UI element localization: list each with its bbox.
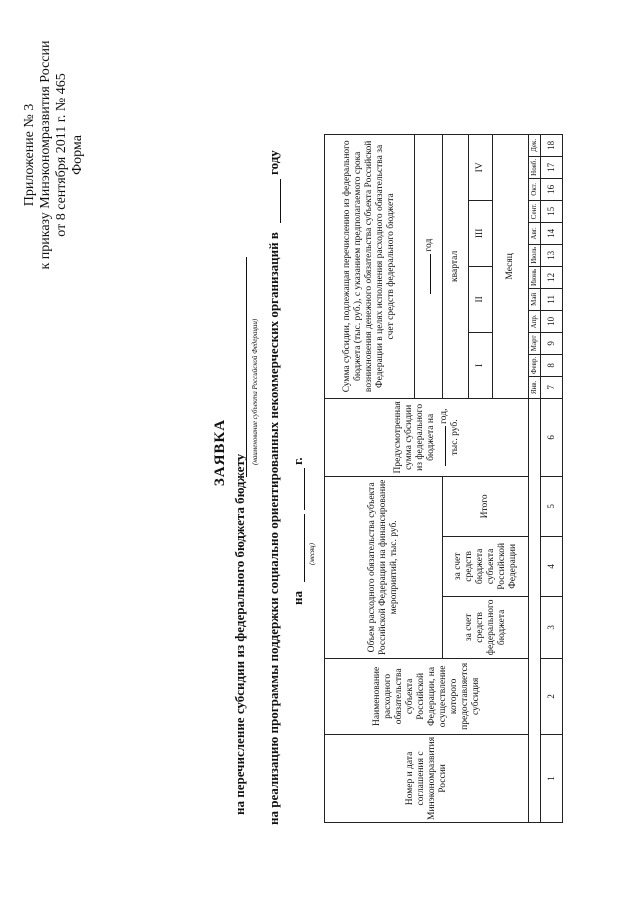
column-number: 8 <box>541 354 563 376</box>
request-line-2: на реализацию программы поддержки социально ориентированных некоммерческих организаций в <box>266 232 281 825</box>
header-planned <box>325 398 529 476</box>
subject-name-caption: (наименование субъекта Российской Федерации) <box>251 318 259 465</box>
header-total: Итого <box>443 476 529 536</box>
month-row-spacer <box>529 398 541 822</box>
header-sum: Сумма субсидии, подлежащая перечислению из федерального бюджета (тыс. руб.), с указанием предполагаемого срока возникновения денежного обязательства субъекта Российской Федерации в целях исполнения расходного обязательства за счет средств федерального бюджета <box>325 134 415 398</box>
column-number: 16 <box>541 178 563 200</box>
header-quarter: квартал <box>443 134 469 398</box>
header-year-cell <box>415 134 443 398</box>
column-number: 4 <box>541 536 563 596</box>
month-label: Авг. <box>529 222 541 244</box>
header-regional: за счет средств бюджета субъекта Российской Федерации <box>443 536 529 596</box>
column-number: 10 <box>541 310 563 332</box>
month-year-blank <box>304 468 305 510</box>
request-line-1: на перечисление субсидии из федерального бюджета бюджету <box>232 453 247 815</box>
column-number: 12 <box>541 266 563 288</box>
column-number: 6 <box>541 398 563 476</box>
month-label: Дек. <box>529 134 541 156</box>
header-obligation: Наименование расходного обязательства субъекта Российской Федерации, на осуществление которого предоставляется субсидия <box>325 658 529 734</box>
month-label: Май <box>529 288 541 310</box>
month-blank <box>304 514 305 582</box>
header-year: год <box>424 238 434 252</box>
request-line-3: на <box>290 591 305 605</box>
document-title: ЗАЯВКА <box>212 418 228 487</box>
header-month: Месяц <box>493 134 529 398</box>
quarter-3: III <box>469 200 493 266</box>
appendix-form: Форма <box>70 135 85 175</box>
appendix-block <box>22 25 86 285</box>
month-label: Март <box>529 332 541 354</box>
year-blank <box>280 179 281 223</box>
appendix-order: к приказу Минэкономразвития России <box>38 40 53 270</box>
header-planned-unit: год, тыс. руб. <box>438 408 460 456</box>
column-number: 14 <box>541 222 563 244</box>
month-label: Сент. <box>529 200 541 222</box>
column-number: 1 <box>541 734 563 822</box>
header-federal: за счет средств федерального бюджета <box>443 596 529 658</box>
month-label: Нояб. <box>529 156 541 178</box>
column-number: 15 <box>541 200 563 222</box>
subject-name-blank <box>246 257 247 477</box>
month-label: Окт. <box>529 178 541 200</box>
quarter-4: IV <box>469 134 493 200</box>
column-number: 9 <box>541 332 563 354</box>
subsidy-table <box>324 134 563 823</box>
month-label: Февр. <box>529 354 541 376</box>
quarter-2: II <box>469 266 493 332</box>
column-number: 3 <box>541 596 563 658</box>
column-number: 5 <box>541 476 563 536</box>
month-label: Апр. <box>529 310 541 332</box>
header-volume: Объем расходного обязательства субъекта Российской Федерации на финансирование мероприятий, тыс. руб. <box>325 476 443 658</box>
column-number: 11 <box>541 288 563 310</box>
column-number: 18 <box>541 134 563 156</box>
month-label: Июль <box>529 244 541 266</box>
month-caption: (месяц) <box>308 542 316 565</box>
column-number: 13 <box>541 244 563 266</box>
column-number: 2 <box>541 658 563 734</box>
quarter-1: I <box>469 332 493 398</box>
column-number: 7 <box>541 376 563 398</box>
column-number: 17 <box>541 156 563 178</box>
header-planned-text: Предусмотренная сумма субсидии из федерального бюджета на <box>392 401 436 474</box>
appendix-number: Приложение № 3 <box>22 103 37 207</box>
sum-year-blank <box>422 254 431 294</box>
month-label: Июнь <box>529 266 541 288</box>
appendix-date: от 8 сентября 2011 г. № 465 <box>54 73 69 237</box>
header-agreement: Номер и дата соглашения с Минэкономразвития России <box>325 734 529 822</box>
request-line-3-year-suffix: г. <box>290 457 305 465</box>
planned-year-blank <box>437 426 446 466</box>
subsidy-table-wrap <box>324 134 563 823</box>
request-line-2-year: году <box>266 150 281 175</box>
month-label: Янв. <box>529 376 541 398</box>
